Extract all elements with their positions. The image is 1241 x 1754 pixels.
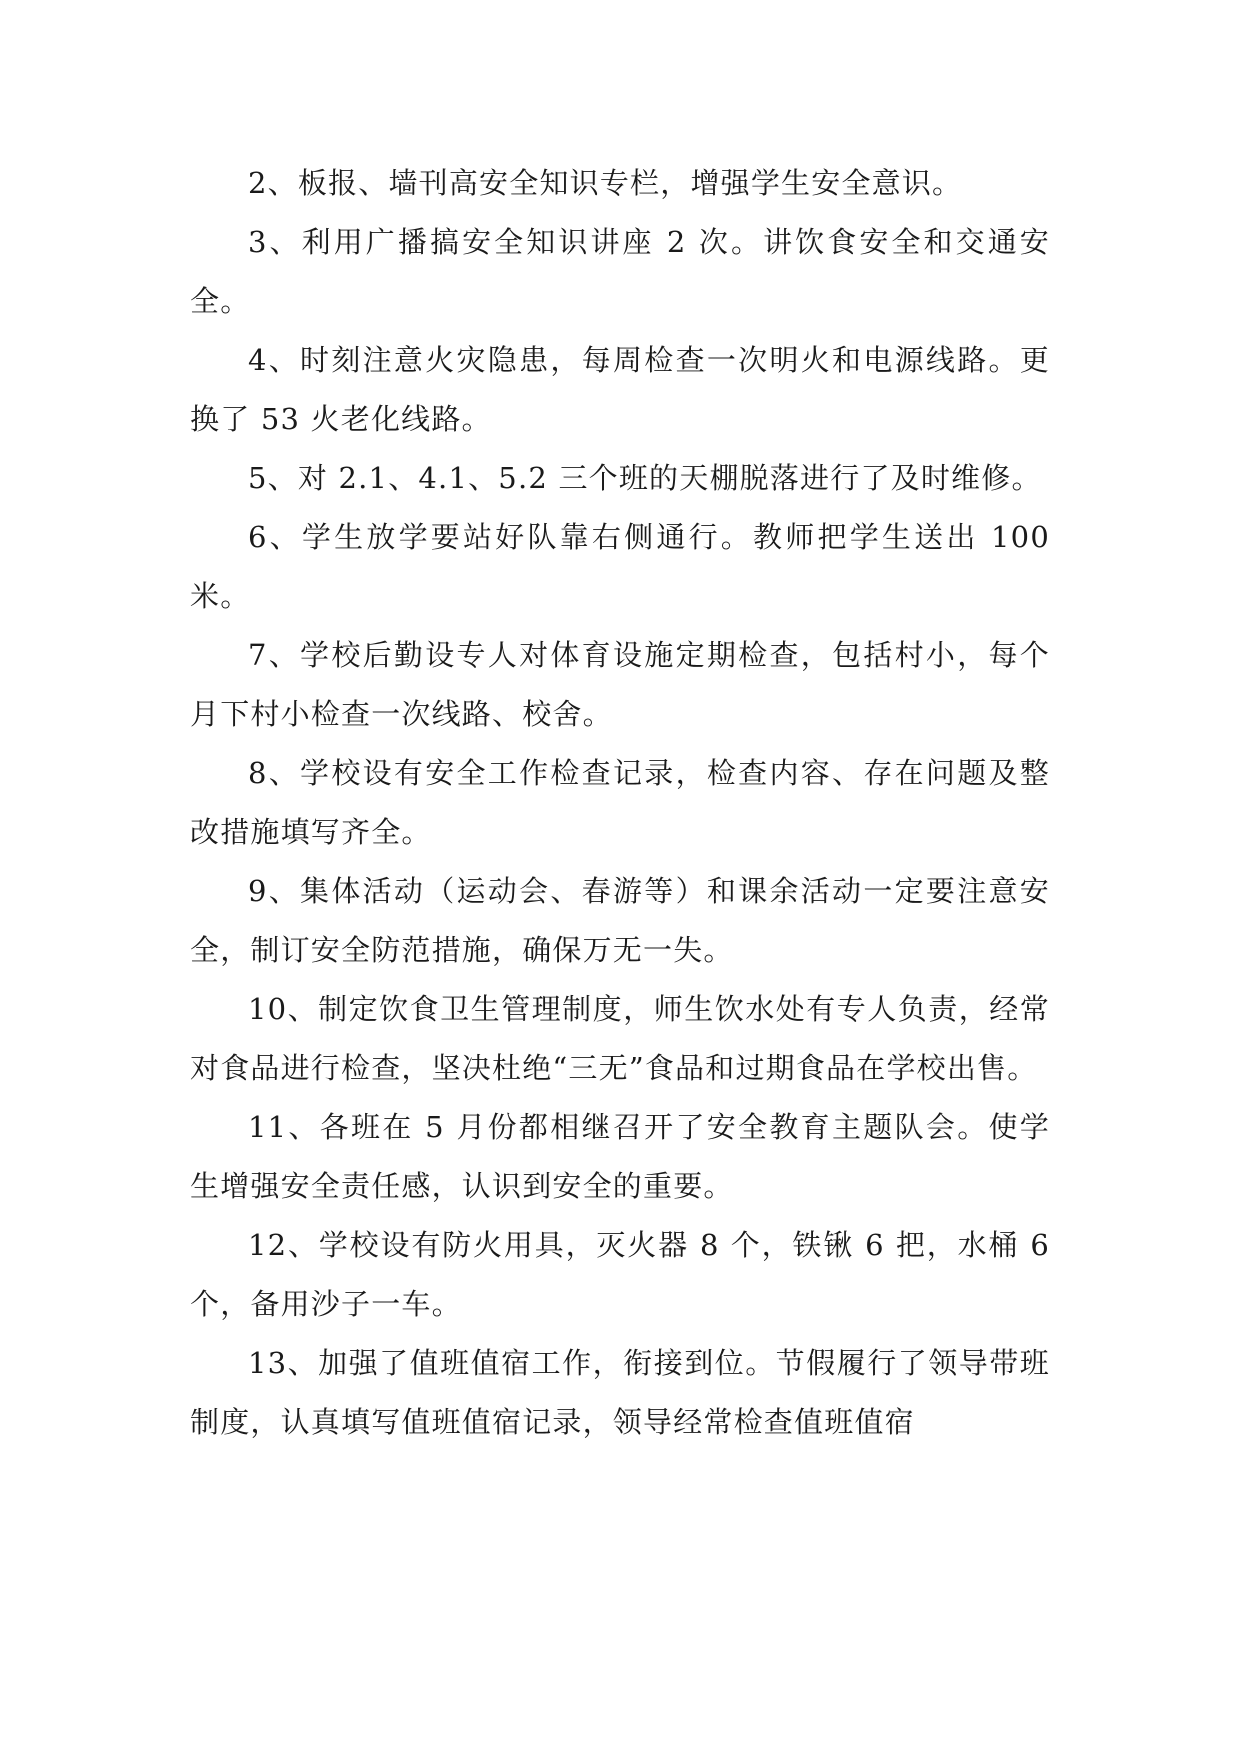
paragraph-item-6: 6、学生放学要站好队靠右侧通行。教师把学生送出 100 米。 xyxy=(190,520,1050,613)
paragraph-item-11: 11、各班在 5 月份都相继召开了安全教育主题队会。使学生增强安全责任感，认识到安全的重要。 xyxy=(190,1110,1050,1203)
paragraph-item-13: 13、加强了值班值宿工作，衔接到位。节假履行了领导带班制度，认真填写值班值宿记录，领导经常检查值班值宿 xyxy=(190,1346,1050,1439)
paragraph-item-2: 2、板报、墙刊高安全知识专栏，增强学生安全意识。 xyxy=(248,166,963,200)
paragraph-item-10: 10、制定饮食卫生管理制度，师生饮水处有专人负责，经常对食品进行检查，坚决杜绝“三无”食品和过期食品在学校出售。 xyxy=(190,992,1050,1085)
paragraph-item-4: 4、时刻注意火灾隐患，每周检查一次明火和电源线路。更换了 53 火老化线路。 xyxy=(190,343,1050,436)
document-body xyxy=(190,154,1050,1452)
paragraph-item-8: 8、学校设有安全工作检查记录，检查内容、存在问题及整改措施填写齐全。 xyxy=(190,756,1050,849)
paragraph-item-12: 12、学校设有防火用具，灭火器 8 个，铁锹 6 把，水桶 6 个，备用沙子一车。 xyxy=(190,1228,1050,1321)
paragraph-item-9: 9、集体活动（运动会、春游等）和课余活动一定要注意安全，制订安全防范措施，确保万无一失。 xyxy=(190,874,1050,967)
paragraph-item-7: 7、学校后勤设专人对体育设施定期检查，包括村小，每个月下村小检查一次线路、校舍。 xyxy=(190,638,1050,731)
paragraph-item-5: 5、对 2.1、4.1、5.2 三个班的天棚脱落进行了及时维修。 xyxy=(248,461,1042,495)
paragraph-item-3: 3、利用广播搞安全知识讲座 2 次。讲饮食安全和交通安全。 xyxy=(190,225,1050,318)
